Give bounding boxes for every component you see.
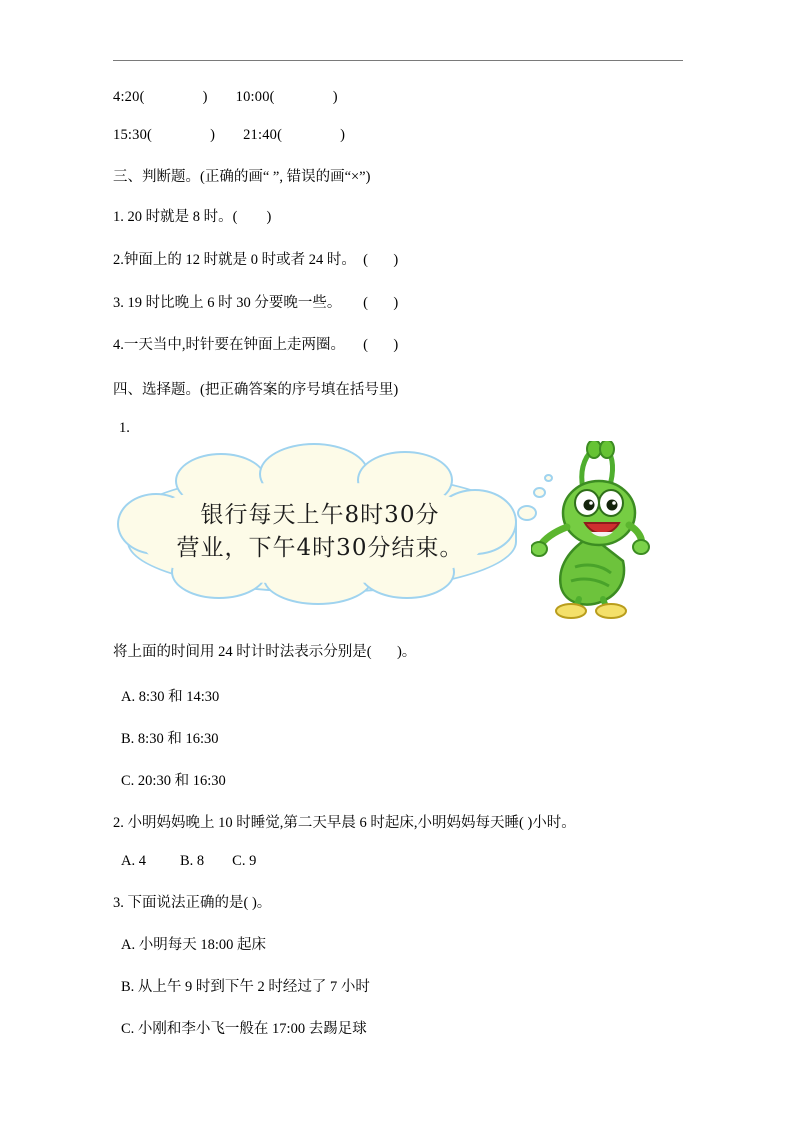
worksheet-content xyxy=(113,60,683,1059)
section-three-title: 三、判断题。(正确的画“ ”, 错误的画“×”) xyxy=(113,169,371,185)
question-3-option-c: C. 小刚和李小飞一般在 17:00 去踢足球 xyxy=(121,1020,367,1037)
fill-2-left: 15:30( xyxy=(113,127,153,143)
question-2-option-b: B. 8 xyxy=(179,852,205,869)
question-1-number: 1. xyxy=(119,420,130,436)
fill-1-right-close: ) xyxy=(332,89,338,105)
question-2-option-a: A. 4 xyxy=(121,852,146,869)
fill-1-left-close: ) xyxy=(202,89,208,105)
judgement-item-4: 4.一天当中,时针要在钟面上走两圈。 ( ) xyxy=(113,337,399,354)
question-1-option-c: C. 20:30 和 16:30 xyxy=(121,772,226,789)
question-1-option-a: A. 8:30 和 14:30 xyxy=(121,688,220,705)
section-four-title: 四、选择题。(把正确答案的序号填在括号里) xyxy=(113,382,399,398)
question-3-stem: 3. 下面说法正确的是( )。 xyxy=(113,894,272,911)
header-divider xyxy=(113,60,683,61)
question-2-option-c: C. 9 xyxy=(232,852,257,869)
question-1-option-b: B. 8:30 和 16:30 xyxy=(121,730,219,747)
question-2-stem: 2. 小明妈妈晚上 10 时睡觉,第二天早晨 6 时起床,小明妈妈每天睡( )小时。 xyxy=(113,814,576,831)
fill-1-right: 10:00( xyxy=(235,89,275,105)
judgement-item-2: 2.钟面上的 12 时就是 0 时或者 24 时。 ( ) xyxy=(113,251,399,268)
fill-2-left-close: ) xyxy=(210,127,216,143)
fill-2-right: 21:40( xyxy=(243,127,283,143)
fill-1-left: 4:20( xyxy=(113,89,145,105)
bubble-text-line-2: 营业，下午4时30分结束。 xyxy=(176,534,464,561)
question-3-option-a: A. 小明每天 18:00 起床 xyxy=(121,936,266,953)
judgement-item-3: 3. 19 时比晚上 6 时 30 分要晚一些。 ( ) xyxy=(113,294,399,311)
bubble-text-line-1: 银行每天上午8时30分 xyxy=(200,502,440,528)
fill-row-1 xyxy=(113,89,683,106)
question-1-illustration xyxy=(113,441,683,636)
fill-row-2 xyxy=(113,127,683,144)
green-bug-mascot-icon xyxy=(531,441,661,619)
bubble-text xyxy=(155,499,485,564)
fill-2-right-close: ) xyxy=(340,127,346,143)
question-1-stem: 将上面的时间用 24 时计时法表示分别是( )。 xyxy=(113,644,417,660)
question-3-option-b: B. 从上午 9 时到下午 2 时经过了 7 小时 xyxy=(121,978,370,995)
judgement-item-1: 1. 20 时就是 8 时。( ) xyxy=(113,209,272,225)
question-2-options xyxy=(121,853,683,870)
